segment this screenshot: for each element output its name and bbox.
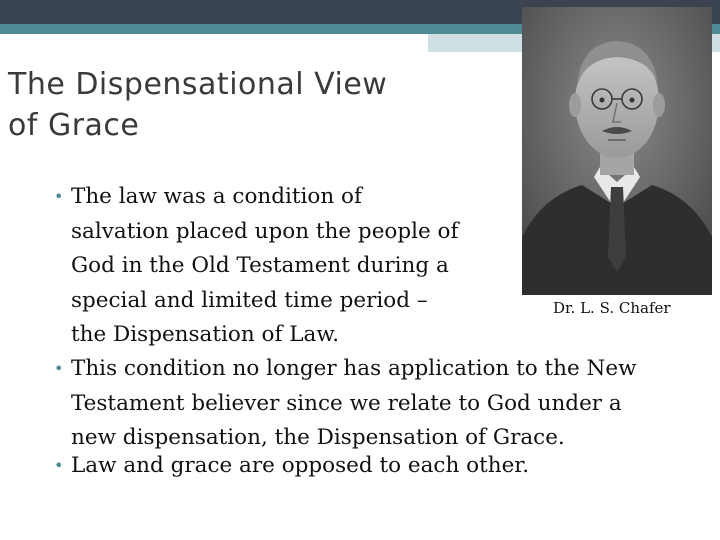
bullet-2-line-2: Testament believer since we relate to God under a [71, 390, 622, 416]
slide-title-line-1: The Dispensational View [8, 67, 388, 102]
slide-title-line-2: of Grace [8, 108, 140, 143]
bullet-2-line-3: new dispensation, the Dispensation of Grace. [71, 425, 565, 450]
bullet-item-2 [54, 352, 636, 456]
bullet-marker: • [54, 456, 64, 475]
bullet-1-line-1: The law was a condition of [71, 184, 362, 209]
bullet-marker: • [54, 187, 64, 206]
bullet-2-line-1: This condition no longer has application to the New [71, 356, 637, 381]
photo-caption: Dr. L. S. Chafer [553, 299, 671, 317]
bullet-item-1 [54, 180, 458, 353]
bullet-1-line-3: God in the Old Testament during a [71, 253, 449, 278]
bullet-3-line-1: Law and grace are opposed to each other. [71, 453, 530, 478]
bullet-item-3 [54, 449, 529, 484]
bullet-1-line-5: the Dispensation of Law. [71, 322, 340, 347]
bullet-1-line-4: special and limited time period – [71, 287, 428, 313]
bullet-marker: • [54, 359, 64, 378]
bullet-1-line-2: salvation placed upon the people of [71, 218, 459, 244]
